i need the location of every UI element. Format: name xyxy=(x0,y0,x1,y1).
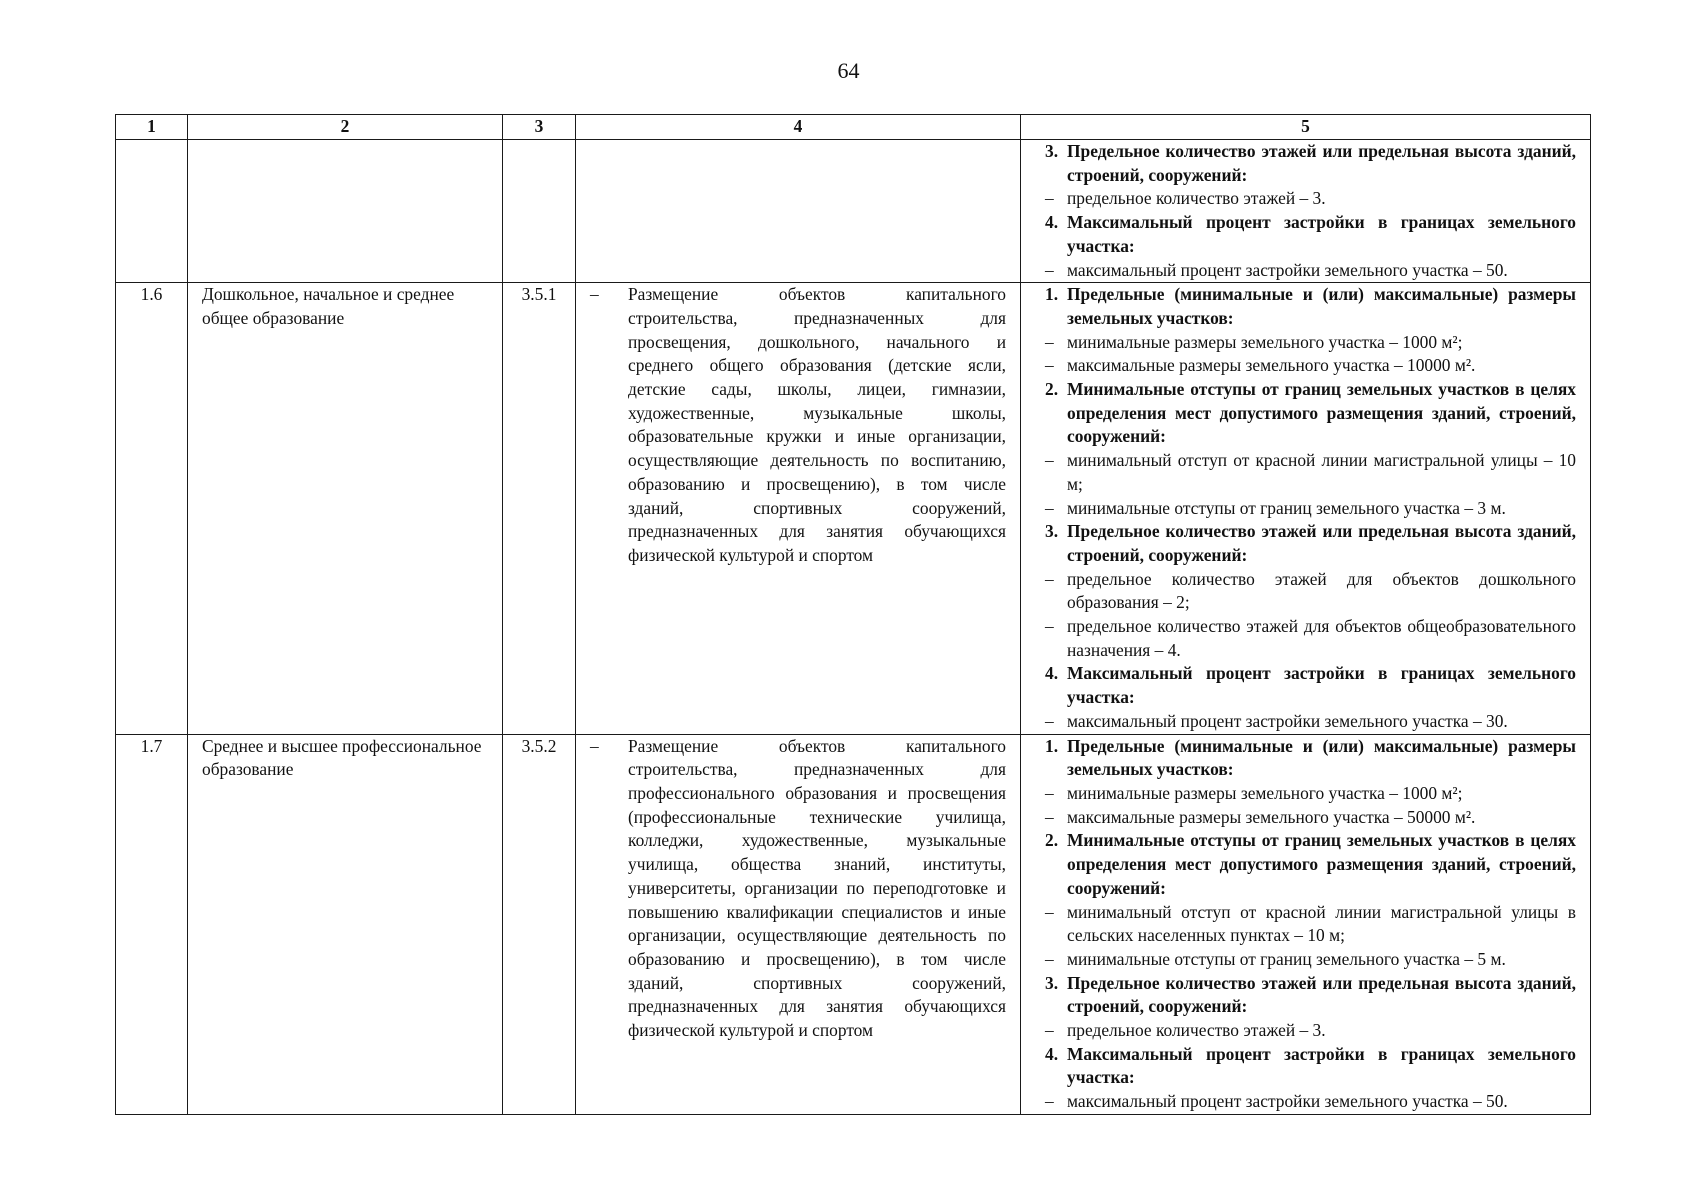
parameter-heading xyxy=(1035,972,1576,1019)
parameter-heading xyxy=(1035,1043,1576,1090)
parameter-value-text: минимальные размеры земельного участка – 1000 м²; xyxy=(1067,782,1463,803)
land-use-parameters xyxy=(1021,734,1591,1114)
description-text: Размещение объектов капитального строительства, предназначенных для просвещения, дошкольного, начального и среднего общего образования (детские ясли, детские сады, школы, лицеи, гимназии, художественные, музыкальные школы, образовательные кружки и иные организации, осуществляющие деятельность по воспитанию, образованию и просвещению), в том числе зданий, спортивных сооружений, предназначенных для занятия обучающихся физической культурой и спортом xyxy=(628,284,1006,565)
row-number: 1.6 xyxy=(116,283,188,734)
parameter-value-text: максимальные размеры земельного участка – 10000 м². xyxy=(1067,355,1476,376)
parameter-heading xyxy=(1035,283,1576,330)
page-number: 64 xyxy=(837,58,860,83)
parameter-title: Предельные (минимальные и (или) максимальные) размеры земельных участков: xyxy=(1067,284,1576,328)
land-use-parameters xyxy=(1021,283,1591,734)
parameter-number: 4. xyxy=(1045,663,1059,684)
parameter-title: Минимальные отступы от границ земельных участков в целях определения мест допустимого размещения зданий, строений, сооружений: xyxy=(1067,379,1576,447)
land-use-code: 3.5.2 xyxy=(503,734,576,1114)
table-row xyxy=(116,140,1591,283)
land-use-table xyxy=(115,114,1591,1115)
dash-marker: – xyxy=(1045,901,1054,922)
col-header-3: 3 xyxy=(503,115,576,140)
parameter-value-text: минимальный отступ от красной линии магистральной улицы – 10 м; xyxy=(1067,450,1576,494)
parameter-title: Предельное количество этажей или предельная высота зданий, строений, сооружений: xyxy=(1067,141,1576,185)
parameter-number: 3. xyxy=(1045,521,1059,542)
dash-marker: – xyxy=(1045,450,1054,471)
parameter-value-text: минимальные отступы от границ земельного участка – 3 м. xyxy=(1067,497,1506,518)
parameter-value-text: максимальный процент застройки земельного участка – 50. xyxy=(1067,1091,1508,1112)
col-header-2: 2 xyxy=(188,115,503,140)
dash-marker: – xyxy=(1045,331,1054,352)
parameter-title: Максимальный процент застройки в границах земельного участка: xyxy=(1067,1043,1576,1088)
land-use-description xyxy=(576,283,1021,734)
dash-marker: – xyxy=(590,735,599,756)
parameter-title: Максимальный процент застройки в границах земельного участка: xyxy=(1067,663,1576,708)
parameter-value-item xyxy=(1035,615,1576,662)
dash-marker: – xyxy=(1045,1091,1054,1112)
parameter-heading xyxy=(1035,211,1576,258)
parameter-value-text: предельное количество этажей – 3. xyxy=(1067,1020,1326,1041)
parameter-title: Предельные (минимальные и (или) максимальные) размеры земельных участков: xyxy=(1067,735,1576,780)
land-use-name: Среднее и высшее профессиональное образование xyxy=(188,734,503,1114)
parameter-value-text: предельное количество этажей для объектов дошкольного образования – 2; xyxy=(1067,568,1576,613)
dash-marker: – xyxy=(1045,948,1054,969)
parameter-number: 1. xyxy=(1045,284,1059,305)
table-row xyxy=(116,283,1591,734)
dash-marker: – xyxy=(1045,782,1054,803)
parameter-value-item xyxy=(1035,354,1576,378)
parameter-heading xyxy=(1035,662,1576,709)
dash-marker: – xyxy=(590,284,599,305)
parameter-heading xyxy=(1035,735,1576,782)
parameter-number: 3. xyxy=(1045,972,1059,993)
parameter-heading xyxy=(1035,829,1576,900)
header-row xyxy=(116,115,1591,140)
col-header-1: 1 xyxy=(116,115,188,140)
parameter-value-item xyxy=(1035,497,1576,521)
land-use-code xyxy=(503,140,576,283)
parameter-heading xyxy=(1035,378,1576,449)
parameter-title: Минимальные отступы от границ земельных участков в целях определения мест допустимого размещения зданий, строений, сооружений: xyxy=(1067,830,1576,898)
description-text: Размещение объектов капитального строительства, предназначенных для профессионального образования и просвещения (профессиональные технические училища, колледжи, художественные, музыкальные училища, общества знаний, институты, университеты, организации по переподготовке и повышению квалификации специалистов и иные организации, осуществляющие деятельность по образованию и просвещению), в том числе зданий, спортивных сооружений, предназначенных для занятия обучающихся физической культурой и спортом xyxy=(628,735,1006,1041)
parameter-value-item xyxy=(1035,1090,1576,1114)
dash-marker: – xyxy=(1045,1020,1054,1041)
parameter-value-item xyxy=(1035,331,1576,355)
parameter-number: 2. xyxy=(1045,379,1059,400)
parameter-heading xyxy=(1035,520,1576,567)
dash-marker: – xyxy=(1045,355,1054,376)
col-header-4: 4 xyxy=(576,115,1021,140)
parameter-value-item xyxy=(1035,710,1576,734)
parameter-value-item xyxy=(1035,568,1576,615)
parameter-value-item xyxy=(1035,1019,1576,1043)
table-row xyxy=(116,734,1591,1114)
parameter-value-text: максимальный процент застройки земельного участка – 50. xyxy=(1067,259,1508,280)
parameter-title: Максимальный процент застройки в границах земельного участка: xyxy=(1067,212,1576,256)
parameter-value-text: минимальные размеры земельного участка – 1000 м²; xyxy=(1067,331,1463,352)
land-use-parameters xyxy=(1021,140,1591,283)
row-number: 1.7 xyxy=(116,734,188,1114)
land-use-name xyxy=(188,140,503,283)
parameter-value-text: минимальный отступ от красной линии магистральной улицы в сельских населенных пунктах – 10 м; xyxy=(1067,901,1576,946)
land-use-description xyxy=(576,140,1021,283)
parameter-value-text: максимальные размеры земельного участка – 50000 м². xyxy=(1067,806,1476,827)
description-item xyxy=(590,735,1006,1043)
parameter-value-item xyxy=(1035,948,1576,972)
parameter-title: Предельное количество этажей или предельная высота зданий, строений, сооружений: xyxy=(1067,521,1576,565)
dash-marker: – xyxy=(1045,806,1054,827)
parameter-value-item xyxy=(1035,806,1576,830)
parameter-number: 4. xyxy=(1045,212,1059,233)
parameter-value-item xyxy=(1035,187,1576,211)
parameter-value-item xyxy=(1035,901,1576,948)
parameter-value-item xyxy=(1035,449,1576,496)
land-use-code: 3.5.1 xyxy=(503,283,576,734)
parameter-value-text: предельное количество этажей для объектов общеобразовательного назначения – 4. xyxy=(1067,616,1576,660)
parameter-value-text: предельное количество этажей – 3. xyxy=(1067,188,1326,209)
dash-marker: – xyxy=(1045,568,1054,589)
col-header-5: 5 xyxy=(1021,115,1591,140)
parameter-value-item xyxy=(1035,782,1576,806)
dash-marker: – xyxy=(1045,710,1054,731)
dash-marker: – xyxy=(1045,497,1054,518)
row-number xyxy=(116,140,188,283)
land-use-description xyxy=(576,734,1021,1114)
parameter-number: 1. xyxy=(1045,735,1059,756)
description-item xyxy=(590,283,1006,567)
dash-marker: – xyxy=(1045,188,1054,209)
parameter-number: 3. xyxy=(1045,141,1059,161)
parameter-value-text: минимальные отступы от границ земельного участка – 5 м. xyxy=(1067,948,1506,969)
dash-marker: – xyxy=(1045,616,1054,637)
parameter-number: 2. xyxy=(1045,830,1059,851)
parameter-value-text: максимальный процент застройки земельного участка – 30. xyxy=(1067,710,1508,731)
dash-marker: – xyxy=(1045,259,1054,280)
land-use-name: Дошкольное, начальное и среднее общее образование xyxy=(188,283,503,734)
parameter-heading xyxy=(1035,140,1576,187)
parameter-number: 4. xyxy=(1045,1043,1059,1064)
parameter-title: Предельное количество этажей или предельная высота зданий, строений, сооружений: xyxy=(1067,972,1576,1017)
parameter-value-item xyxy=(1035,259,1576,283)
